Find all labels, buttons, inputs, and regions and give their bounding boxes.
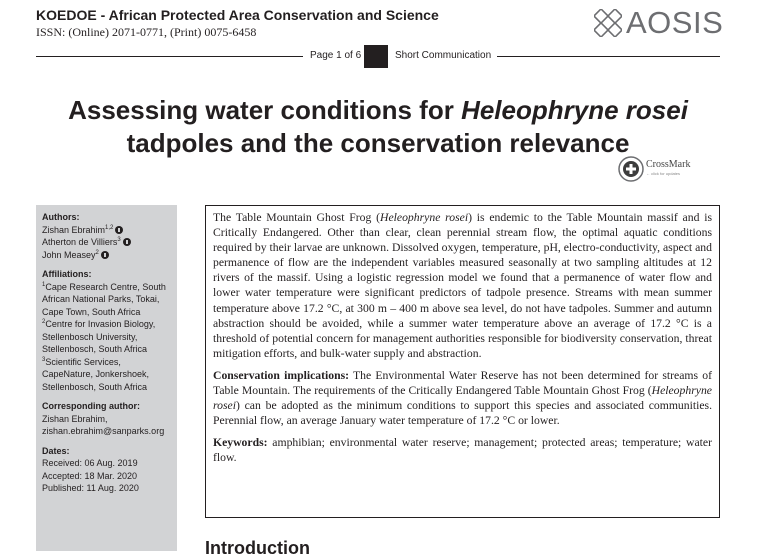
crossmark-icon: [618, 156, 644, 182]
affiliation-item: [42, 318, 171, 356]
orcid-icon[interactable]: [123, 238, 131, 246]
abstract-text: The Table Mountain Ghost Frog (: [213, 211, 381, 224]
date-published: Published: 11 Aug. 2020: [42, 483, 139, 493]
abstract-species: Heleophryne rosei: [380, 211, 469, 224]
author-name: John Measey: [42, 249, 96, 260]
conservation-text: ) can be adopted as the minimum conditions to support this species and associated communities. Perennial flow, an average January water temperature of 17.2 °C or lower.: [213, 399, 712, 428]
title-text-1: Assessing water conditions for: [68, 95, 462, 125]
date-accepted: Accepted: 18 Mar. 2020: [42, 470, 138, 481]
author-item: [42, 249, 171, 262]
author-name: Zishan Ebrahim: [42, 224, 106, 235]
article-title: [40, 94, 716, 160]
title-text-2: tadpoles and the conservation relevance: [126, 128, 630, 158]
abstract-text: ) is endemic to the Table Mountain massif and is Critically Endangered. Other than clear, clean perennial stream flow, the optimal aquatic conditions required by their larvae are unknown. Dissolved oxygen, temperature, pH, electro-conductivity, aspect and permanence of flow are the independent variables measured seasonally at two sampling altitudes at 12 rivers of the massif. Using a logistic regression model we found that a permanence of water flow and lower water temperature were significant predictors of tadpole presence. Streams with mean summer temperature above 17.2 °C, at 300 m – 400 m above sea level, do not have tadpoles. Summer and autumn abstraction should be avoided, while a summer water temperature above an average of 17.2 °C is a threshold of potential concern for management authorities responsible for biodiversity conservation, threat mitigation efforts, and bulk-water supply and abstraction.: [213, 211, 713, 360]
crossmark-badge[interactable]: [618, 156, 690, 182]
conservation-implications: [213, 368, 712, 428]
date-received: Received: 06 Aug. 2019: [42, 458, 138, 468]
authors-block: [42, 211, 171, 261]
corresponding-name: Zishan Ebrahim,: [42, 413, 108, 424]
issn: ISSN: (Online) 2071-0771, (Print) 0075-6458: [36, 25, 257, 39]
author-name: Atherton de Villiers: [42, 237, 118, 247]
header-marker: [364, 45, 388, 68]
header-rule-right: [497, 56, 720, 57]
conservation-implications-label: Conservation implications:: [213, 368, 350, 382]
aosis-logo-icon: [594, 9, 622, 37]
journal-name: KOEDOE - African Protected Area Conservation and Science: [36, 7, 439, 23]
publisher-name: AOSIS: [626, 5, 724, 40]
conservation-species: Heleophryne rosei: [213, 384, 712, 413]
author-item: [42, 224, 171, 237]
affiliation-sup: 2: [42, 319, 46, 325]
author-sup: 2: [95, 249, 99, 256]
title-species: Heleophryne rosei: [461, 95, 688, 125]
author-sup: 1,2: [105, 224, 114, 231]
header-rule-left: [36, 56, 303, 57]
dates-block: [42, 445, 171, 495]
corresponding-block: [42, 400, 171, 438]
corresponding-heading: Corresponding author:: [42, 401, 140, 411]
conservation-text: The Environmental Water Reserve has not been determined for streams of Table Mountain. The requirements of the Critically Endangered Table Mountain Ghost Frog (: [213, 368, 713, 398]
abstract-paragraph: [213, 210, 712, 361]
keywords-label: Keywords:: [213, 436, 268, 450]
affiliation-sup: 1: [42, 281, 46, 288]
abstract-box: [205, 205, 720, 518]
article-info-sidebar: [36, 205, 177, 551]
affiliation-text: Cape Research Centre, South African National Parks, Tokai, Cape Town, South Africa: [42, 281, 166, 317]
keywords: [213, 435, 712, 465]
affiliation-text: Scientific Services, CapeNature, Jonkershoek, Stellenbosch, South Africa: [42, 356, 150, 392]
crossmark-sub: ← click for updates: [646, 171, 681, 176]
dates-heading: Dates:: [42, 445, 70, 456]
affiliation-item: [42, 281, 171, 319]
affiliation-item: [42, 356, 171, 394]
publisher-logo: [594, 6, 723, 40]
section-heading: Introduction: [205, 538, 310, 558]
article-type: Short Communication: [395, 50, 492, 61]
affiliations-block: [42, 268, 171, 393]
author-item: [42, 236, 171, 249]
orcid-icon[interactable]: [115, 226, 123, 234]
crossmark-label: CrossMark: [646, 159, 691, 170]
authors-heading: Authors:: [42, 212, 80, 222]
affiliation-text: Centre for Invasion Biology, Stellenbosch University, Stellenbosch, South Africa: [42, 319, 156, 354]
keywords-text: amphibian; environmental water reserve; management; protected areas; temperature; water flow.: [213, 436, 712, 465]
page-label: Page 1 of 6: [310, 50, 362, 61]
affiliation-sup: 3: [42, 356, 46, 363]
author-sup: 3: [117, 237, 121, 243]
orcid-icon[interactable]: [101, 251, 109, 259]
affiliations-heading: Affiliations:: [42, 269, 92, 279]
corresponding-email[interactable]: zishan.ebrahim@sanparks.org: [42, 426, 165, 436]
